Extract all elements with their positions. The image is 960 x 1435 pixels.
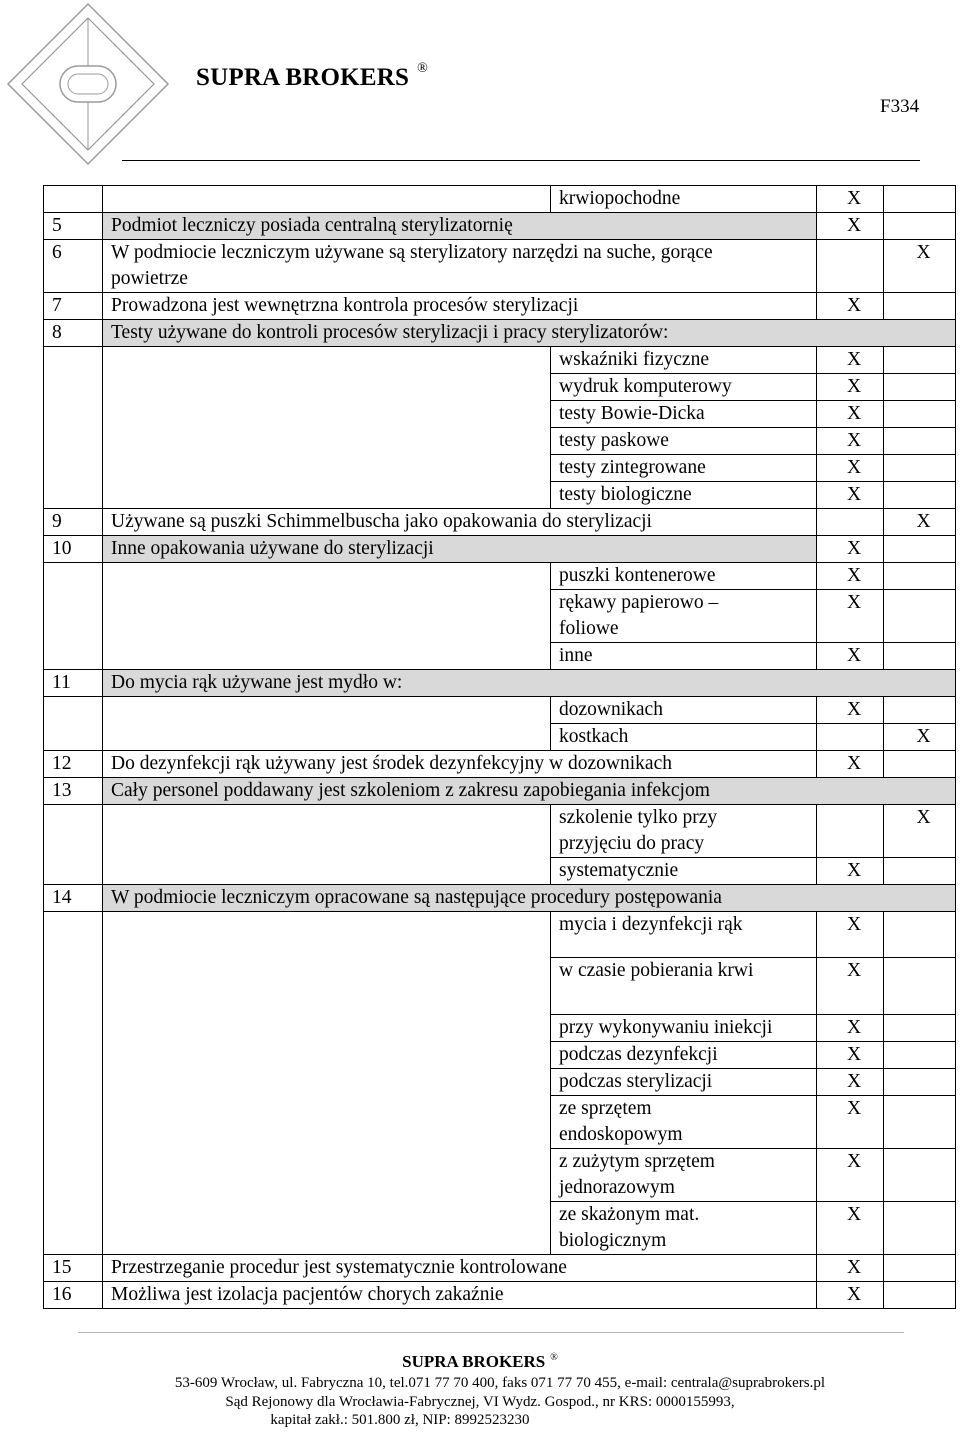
answer-yes-mark: X [817, 536, 884, 563]
sub-item-label: szkolenie tylko przy przyjęciu do pracy [551, 805, 817, 858]
answer-yes-mark [817, 509, 884, 536]
form-code: F334 [880, 96, 920, 117]
sub-item-label: inne [551, 643, 817, 670]
table-row [44, 697, 956, 724]
answer-yes-mark: X [817, 482, 884, 509]
question-text: Testy używane do kontroli procesów sterylizacji i pracy sterylizatorów: [103, 320, 956, 347]
row-number: 5 [44, 213, 103, 240]
answer-yes-mark: X [817, 1149, 884, 1202]
answer-yes-mark: X [817, 858, 884, 885]
answer-no-mark [884, 293, 956, 320]
answer-no-mark: X [884, 724, 956, 751]
answer-no-mark [884, 1096, 956, 1149]
row-number: 13 [44, 778, 103, 805]
row-number: 10 [44, 536, 103, 563]
sub-item-label: wydruk komputerowy [551, 374, 817, 401]
answer-yes-mark: X [817, 563, 884, 590]
sub-item-label: rękawy papierowo – foliowe [551, 590, 817, 643]
answer-yes-mark: X [817, 643, 884, 670]
table-row [44, 536, 956, 563]
row-number: 16 [44, 1282, 103, 1309]
row-spacer [103, 697, 551, 751]
footer-court-registration: Sąd Rejonowy dla Wrocławia-Fabrycznej, VI Wydz. Gospod., nr KRS: 0000155993, [225, 1394, 735, 1410]
answer-yes-mark: X [817, 1015, 884, 1042]
footer-registered-mark: ® [550, 1352, 558, 1364]
sub-item-label: systematycznie [551, 858, 817, 885]
table-row [44, 347, 956, 374]
answer-no-mark [884, 697, 956, 724]
row-number: 14 [44, 885, 103, 912]
answer-no-mark: X [884, 240, 956, 293]
question-text: Cały personel poddawany jest szkoleniom z zakresu zapobiegania infekcjom [103, 778, 956, 805]
row-number: 6 [44, 240, 103, 293]
sub-item-label: dozownikach [551, 697, 817, 724]
row-number [44, 805, 103, 885]
table-row [44, 240, 956, 293]
header-brand [196, 60, 428, 92]
question-text: W podmiocie leczniczym opracowane są następujące procedury postępowania [103, 885, 956, 912]
answer-yes-mark: X [817, 1202, 884, 1255]
answer-no-mark: X [884, 509, 956, 536]
header-brand-name: SUPRA BROKERS [196, 64, 410, 91]
answer-yes-mark: X [817, 697, 884, 724]
answer-no-mark [884, 1202, 956, 1255]
sub-item-label: ze sprzętem endoskopowym [551, 1096, 817, 1149]
footer-address: 53-609 Wrocław, ul. Fabryczna 10, tel.071 77 70 400, faks 071 77 70 455, e-mail: centrala@suprabrokers.pl [174, 1375, 826, 1391]
answer-no-mark [884, 428, 956, 455]
answer-yes-mark: X [817, 751, 884, 778]
answer-yes-mark: X [817, 374, 884, 401]
sub-item-label: mycia i dezynfekcji rąk [551, 912, 817, 958]
answer-no-mark [884, 1042, 956, 1069]
question-text: Prowadzona jest wewnętrzna kontrola procesów sterylizacji [103, 293, 817, 320]
table-row [44, 805, 956, 858]
table-row [44, 320, 956, 347]
row-spacer [103, 186, 551, 213]
answer-yes-mark: X [817, 1042, 884, 1069]
sub-item-label: ze skażonym mat. biologicznym [551, 1202, 817, 1255]
answer-no-mark [884, 751, 956, 778]
table-row [44, 751, 956, 778]
row-number [44, 347, 103, 509]
answer-yes-mark: X [817, 1282, 884, 1309]
table-row [44, 778, 956, 805]
sub-item-label: testy biologiczne [551, 482, 817, 509]
table-row [44, 912, 956, 958]
row-number: 11 [44, 670, 103, 697]
sub-item-label: w czasie pobierania krwi [551, 958, 817, 1015]
answer-yes-mark: X [817, 347, 884, 374]
question-text: W podmiocie leczniczym używane są sterylizatory narzędzi na suche, gorące powietrze [103, 240, 817, 293]
row-number [44, 186, 103, 213]
table-row [44, 670, 956, 697]
sub-item-label: testy zintegrowane [551, 455, 817, 482]
answer-yes-mark [817, 724, 884, 751]
company-logo [0, 0, 190, 170]
answer-no-mark: X [884, 805, 956, 858]
answer-no-mark [884, 590, 956, 643]
answer-no-mark [884, 401, 956, 428]
header-divider [122, 160, 920, 161]
answer-no-mark [884, 1282, 956, 1309]
question-text: Do dezynfekcji rąk używany jest środek dezynfekcyjny w dozownikach [103, 751, 817, 778]
row-spacer [103, 912, 551, 1255]
answer-no-mark [884, 213, 956, 240]
row-number: 7 [44, 293, 103, 320]
sub-item-label: podczas dezynfekcji [551, 1042, 817, 1069]
answer-no-mark [884, 563, 956, 590]
row-number [44, 912, 103, 1255]
sub-item-label: podczas sterylizacji [551, 1069, 817, 1096]
answer-no-mark [884, 1255, 956, 1282]
answer-no-mark [884, 643, 956, 670]
answer-no-mark [884, 858, 956, 885]
row-number [44, 563, 103, 670]
answer-yes-mark: X [817, 1255, 884, 1282]
footer-capital: kapitał zakł.: 501.800 zł, NIP: 8992523230 [270, 1412, 530, 1428]
row-number: 15 [44, 1255, 103, 1282]
row-spacer [103, 805, 551, 885]
answer-no-mark [884, 1015, 956, 1042]
table-row [44, 293, 956, 320]
sub-item-label: krwiopochodne [551, 186, 817, 213]
answer-yes-mark: X [817, 958, 884, 1015]
question-text: Używane są puszki Schimmelbuscha jako opakowania do sterylizacji [103, 509, 817, 536]
table-row [44, 213, 956, 240]
answer-no-mark [884, 186, 956, 213]
answer-yes-mark [817, 240, 884, 293]
answer-no-mark [884, 374, 956, 401]
sub-item-label: testy paskowe [551, 428, 817, 455]
sub-item-label: puszki kontenerowe [551, 563, 817, 590]
answer-yes-mark: X [817, 428, 884, 455]
answer-yes-mark: X [817, 186, 884, 213]
sub-item-label: wskaźniki fizyczne [551, 347, 817, 374]
sub-item-label: z zużytym sprzętem jednorazowym [551, 1149, 817, 1202]
checklist-table [43, 185, 956, 1309]
sub-item-label: testy Bowie-Dicka [551, 401, 817, 428]
footer-brand [0, 1352, 960, 1372]
header-registered-mark: ® [417, 60, 428, 76]
row-number: 12 [44, 751, 103, 778]
answer-no-mark [884, 455, 956, 482]
row-number: 8 [44, 320, 103, 347]
answer-yes-mark: X [817, 590, 884, 643]
answer-yes-mark: X [817, 1069, 884, 1096]
answer-no-mark [884, 1069, 956, 1096]
answer-yes-mark: X [817, 912, 884, 958]
sub-item-label: przy wykonywaniu iniekcji [551, 1015, 817, 1042]
answer-yes-mark: X [817, 455, 884, 482]
footer-brand-name: SUPRA BROKERS [402, 1352, 546, 1371]
table-row [44, 1255, 956, 1282]
answer-no-mark [884, 958, 956, 1015]
question-text: Do mycia rąk używane jest mydło w: [103, 670, 956, 697]
answer-no-mark [884, 536, 956, 563]
footer-divider [78, 1332, 904, 1333]
answer-no-mark [884, 347, 956, 374]
table-row [44, 186, 956, 213]
answer-yes-mark: X [817, 293, 884, 320]
answer-no-mark [884, 1149, 956, 1202]
answer-yes-mark: X [817, 213, 884, 240]
answer-yes-mark [817, 805, 884, 858]
answer-yes-mark: X [817, 401, 884, 428]
question-text: Przestrzeganie procedur jest systematycznie kontrolowane [103, 1255, 817, 1282]
answer-yes-mark: X [817, 1096, 884, 1149]
table-row [44, 1282, 956, 1309]
table-row [44, 509, 956, 536]
question-text: Inne opakowania używane do sterylizacji [103, 536, 817, 563]
checklist-body [44, 186, 956, 1309]
answer-no-mark [884, 482, 956, 509]
question-text: Podmiot leczniczy posiada centralną sterylizatornię [103, 213, 817, 240]
table-row [44, 885, 956, 912]
row-number: 9 [44, 509, 103, 536]
row-spacer [103, 563, 551, 670]
sub-item-label: kostkach [551, 724, 817, 751]
row-spacer [103, 347, 551, 509]
question-text: Możliwa jest izolacja pacjentów chorych zakaźnie [103, 1282, 817, 1309]
answer-no-mark [884, 912, 956, 958]
row-number [44, 697, 103, 751]
table-row [44, 563, 956, 590]
